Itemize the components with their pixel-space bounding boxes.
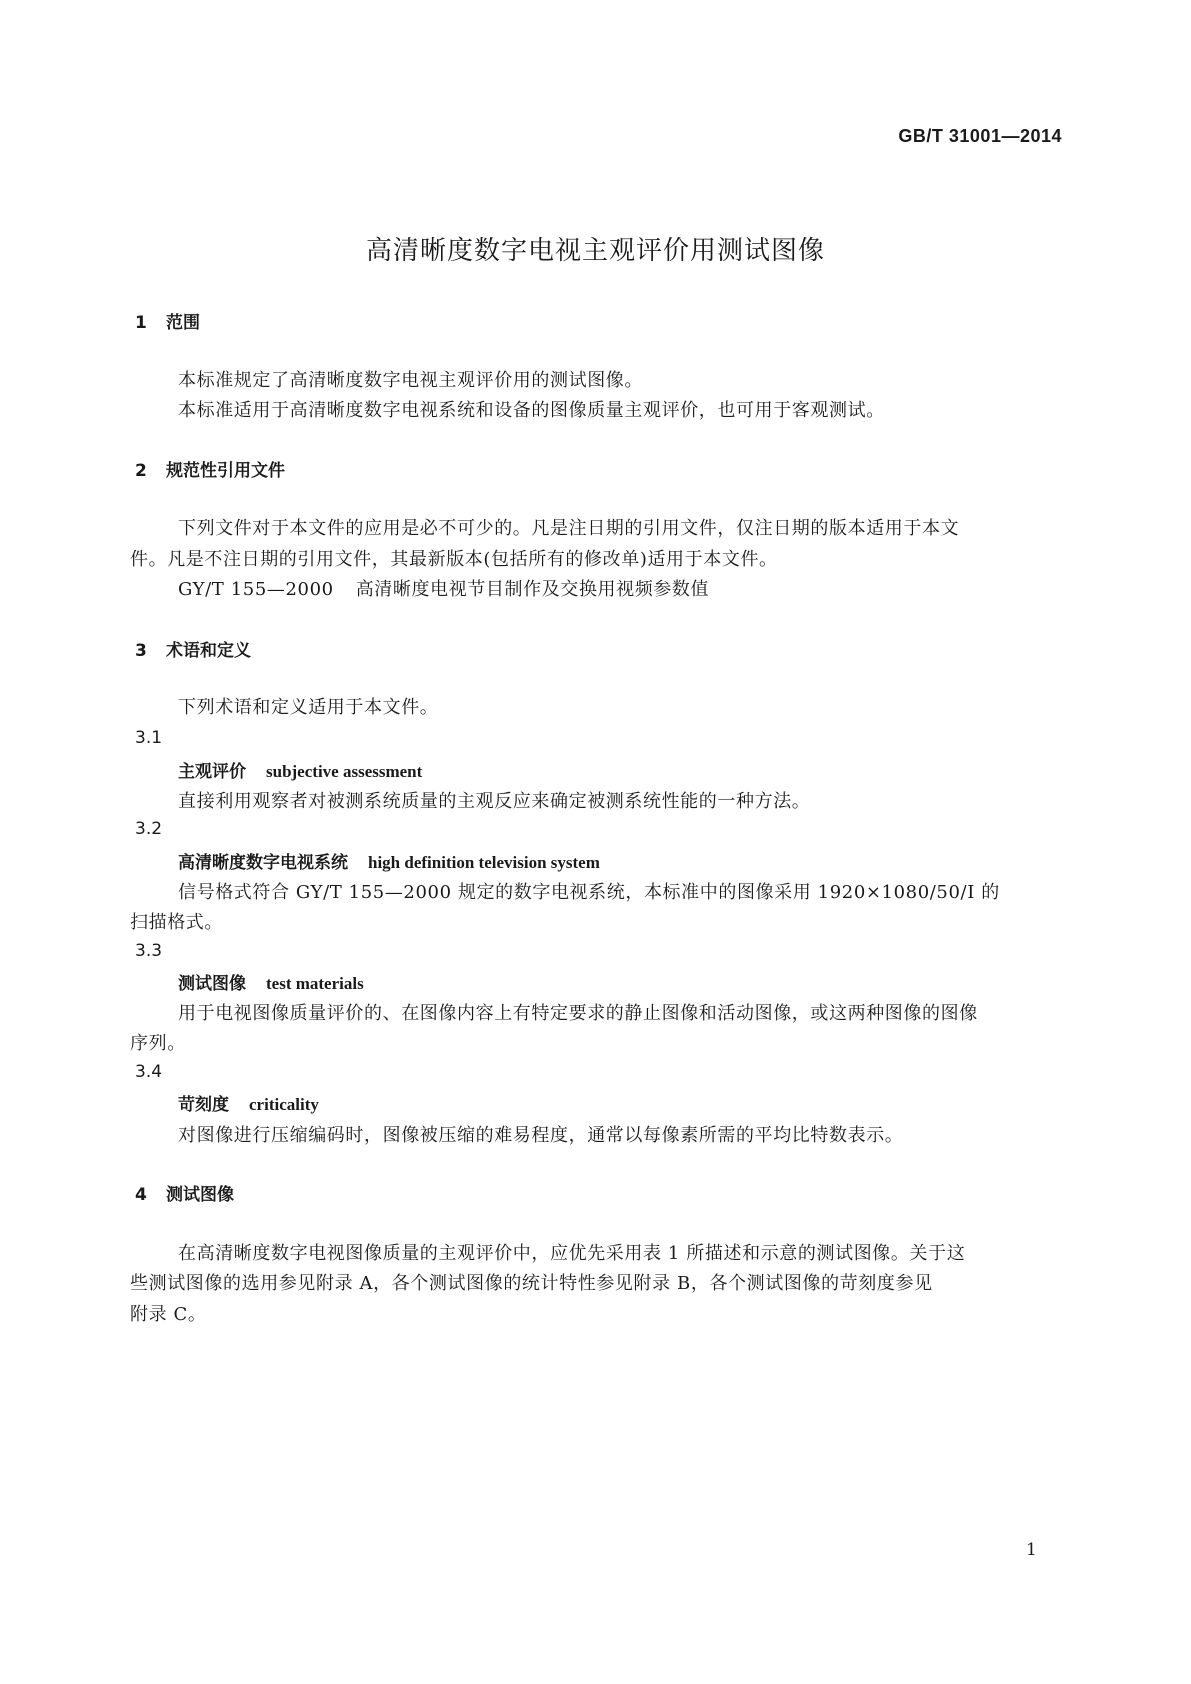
term-en: high definition television system [368,853,600,872]
term-heading [178,848,600,873]
paragraph: 些测试图像的选用参见附录 A，各个测试图像的统计特性参见附录 B，各个测试图像的苛刻度参见 [130,1273,933,1294]
paragraph: 附录 C。 [130,1304,207,1325]
term-definition: 直接利用观察者对被测系统质量的主观反应来确定被测系统性能的一种方法。 [178,791,811,812]
section-number: 4 [135,1185,147,1205]
paragraph: 本标准规定了高清晰度数字电视主观评价用的测试图像。 [178,370,643,391]
term-number: 3.3 [135,941,163,961]
paragraph: 下列术语和定义适用于本文件。 [178,697,439,718]
term-en: criticality [249,1095,319,1114]
paragraph: 本标准适用于高清晰度数字电视系统和设备的图像质量主观评价，也可用于客观测试。 [178,400,885,421]
term-number: 3.4 [135,1062,163,1082]
term-heading [178,1090,319,1115]
paragraph: 件。凡是不注日期的引用文件，其最新版本(包括所有的修改单)适用于本文件。 [130,549,778,570]
term-en: subjective assessment [266,762,423,781]
term-definition: 对图像进行压缩编码时，图像被压缩的难易程度，通常以每像素所需的平均比特数表示。 [178,1125,904,1146]
section-title: 术语和定义 [166,641,251,661]
term-number: 3.1 [135,728,163,748]
term-heading [178,757,422,782]
section-number: 2 [135,461,147,481]
reference-entry [178,575,709,601]
term-definition: 序列。 [130,1033,186,1054]
term-en: test materials [266,974,364,993]
section-heading-normative-references [135,456,285,481]
reference-code: GY/T 155—2000 [178,579,334,600]
term-definition: 用于电视图像质量评价的、在图像内容上有特定要求的静止图像和活动图像，或这两种图像的图像 [178,1003,978,1024]
term-zh: 主观评价 [178,762,246,782]
term-definition: 信号格式符合 GY/T 155—2000 规定的数字电视系统，本标准中的图像采用 1920×1080/50/I 的 [178,882,1000,903]
page-number: 1 [1026,1540,1037,1560]
standard-code: GB/T 31001—2014 [898,126,1062,146]
section-heading-scope [135,308,200,333]
section-title: 范围 [166,313,200,333]
section-title: 测试图像 [166,1185,234,1205]
paragraph: 在高清晰度数字电视图像质量的主观评价中，应优先采用表 1 所描述和示意的测试图像。关于这 [178,1243,966,1264]
section-number: 3 [135,641,147,661]
section-title: 规范性引用文件 [166,461,285,481]
term-heading [178,969,364,994]
term-number: 3.2 [135,819,163,839]
term-zh: 苛刻度 [178,1095,229,1115]
term-definition: 扫描格式。 [130,912,223,933]
section-heading-terms [135,636,251,661]
section-heading-test-images [135,1180,234,1205]
term-zh: 测试图像 [178,974,246,994]
reference-title: 高清晰度电视节目制作及交换用视频参数值 [355,579,710,600]
term-zh: 高清晰度数字电视系统 [178,853,348,873]
paragraph: 下列文件对于本文件的应用是必不可少的。凡是注日期的引用文件，仅注日期的版本适用于本文 [178,518,960,539]
section-number: 1 [135,313,147,333]
document-title: 高清晰度数字电视主观评价用测试图像 [365,236,825,266]
